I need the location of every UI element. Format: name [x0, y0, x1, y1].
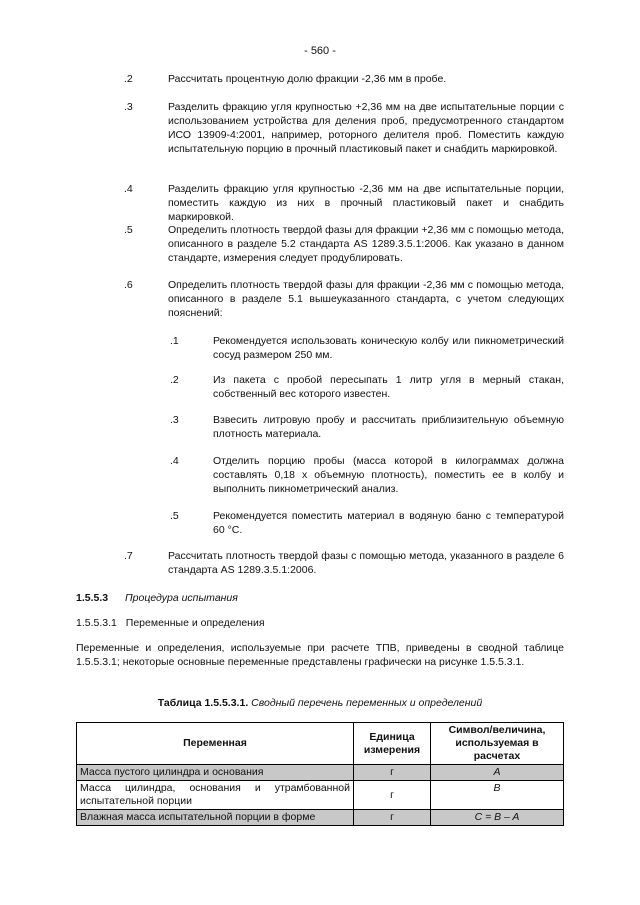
table-cell: Масса пустого цилиндра и основания [77, 765, 354, 781]
table-cell: г [354, 781, 431, 810]
item-number: .7 [124, 550, 133, 562]
table-row [77, 765, 564, 781]
table-cell: г [354, 765, 431, 781]
table-row [77, 810, 564, 826]
subsection-title: Переменные и определения [125, 617, 265, 629]
caption-label: Таблица 1.5.5.3.1. [157, 697, 249, 709]
table-cell: A [431, 765, 564, 781]
item-text: Разделить фракцию угля крупностью -2,36 мм на две испытательные порции, поместить каждую из них в прочный пластиковый пакет и снабдить маркировкой. [168, 183, 564, 223]
item-number: .3 [124, 101, 133, 113]
section-number: 1.5.5.3 [76, 592, 109, 604]
table-header-row [77, 723, 564, 765]
subsection-number: 1.5.5.3.1 [76, 617, 117, 629]
subitem-text: Из пакета с пробой пересыпать 1 литр угля в мерный стакан, собственный вес которого известен. [213, 374, 564, 400]
subitem-number: .5 [170, 510, 179, 522]
table-row [77, 781, 564, 810]
section-title: Процедура испытания [125, 592, 238, 604]
item-text: Определить плотность твердой фазы для фракции +2,36 мм с помощью метода, описанного в разделе 5.2 стандарта AS 1289.3.5.1:2006. Как указано в данном стандарте, измерения следует продублировать. [168, 224, 564, 264]
variables-table [76, 722, 564, 826]
table-cell: Масса цилиндра, основания и утрамбованной испытательной порции [77, 781, 354, 810]
subitem-text: Взвесить литровую пробу и рассчитать приблизительную объемную плотность материала. [213, 414, 564, 440]
item-number: .6 [124, 279, 133, 291]
subitem-number: .2 [170, 374, 179, 386]
subitem-text: Рекомендуется использовать коническую колбу или пикнометрический сосуд размером 250 мм. [213, 335, 564, 361]
item-number: .4 [124, 183, 133, 195]
table-cell: Влажная масса испытательной порции в форме [77, 810, 354, 826]
header-cell: Переменная [77, 723, 354, 765]
page-number: - 560 - [304, 45, 336, 57]
section-heading [76, 591, 238, 605]
table-cell: г [354, 810, 431, 826]
header-cell: Единица измерения [354, 723, 431, 765]
subitem-number: .4 [170, 455, 179, 467]
subitem-number: .3 [170, 414, 179, 426]
item-number: .5 [124, 224, 133, 236]
table-caption [0, 697, 640, 709]
table-cell: B [431, 781, 564, 810]
item-text: Рассчитать процентную долю фракции -2,36 мм в пробе. [168, 73, 447, 85]
paragraph: Переменные и определения, используемые при расчете ТПВ, приведены в сводной таблице 1.5.5.3.1; некоторые основные переменные представлены графически на рисунке 1.5.5.3.1. [76, 642, 564, 668]
item-number: .2 [124, 73, 133, 85]
table-cell: C = B – A [431, 810, 564, 826]
item-text: Разделить фракцию угля крупностью +2,36 мм на две испытательные порции с использованием устройства для деления проб, предусмотренного стандартом ИСО 13909-4:2001, например, роторного делителя проб. Поместить каждую испытательную порцию в прочный пластиковый пакет и снабдить маркировкой. [168, 101, 564, 155]
caption-text: Сводный перечень переменных и определений [251, 697, 483, 709]
item-text: Определить плотность твердой фазы для фракции -2,36 мм с помощью метода, описанного в разделе 5.1 вышеуказанного стандарта, с учетом следующих пояснений: [168, 279, 564, 319]
item-text: Рассчитать плотность твердой фазы с помощью метода, указанного в разделе 6 стандарта AS 1289.3.5.1:2006. [168, 550, 564, 576]
header-cell: Символ/величина, используемая в расчетах [431, 723, 564, 765]
subitem-number: .1 [170, 335, 179, 347]
subsection-heading [76, 616, 265, 630]
subitem-text: Отделить порцию пробы (масса которой в килограммах должна составлять 0,18 x объемную плотность), поместить ее в колбу и выполнить пикнометрический анализ. [213, 455, 564, 495]
subitem-text: Рекомендуется поместить материал в водяную баню с температурой 60 °С. [213, 510, 564, 536]
